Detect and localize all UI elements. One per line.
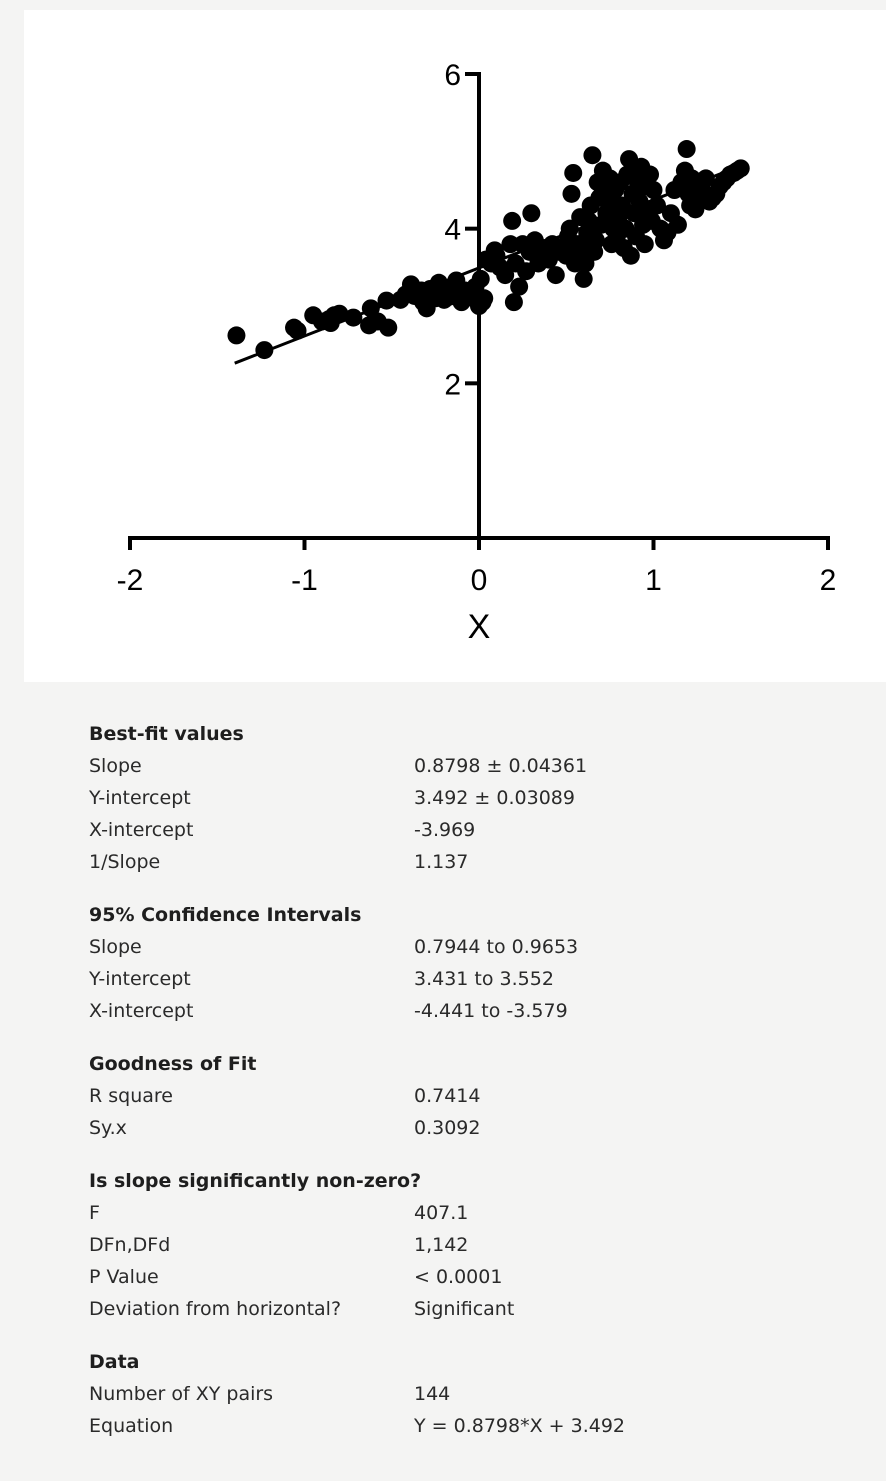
row-label: P Value — [89, 1266, 159, 1288]
results-row — [89, 1410, 849, 1442]
data-point — [583, 146, 601, 164]
results-section — [89, 1346, 849, 1442]
row-label: Deviation from horizontal? — [89, 1298, 342, 1320]
row-label: X-intercept — [89, 1000, 194, 1022]
row-label: 1/Slope — [89, 851, 161, 873]
row-value: 407.1 — [414, 1202, 469, 1224]
data-point — [575, 270, 593, 288]
data-point — [522, 204, 540, 222]
results-section — [89, 1165, 849, 1325]
data-point — [227, 326, 245, 344]
section-title: Best-fit values — [89, 723, 244, 745]
row-label: Y-intercept — [89, 787, 191, 809]
results-row — [89, 846, 849, 878]
row-value: 3.492 ± 0.03089 — [414, 787, 575, 809]
data-point — [678, 140, 696, 158]
y-tick-label: 6 — [444, 59, 461, 92]
data-point — [562, 185, 580, 203]
x-axis — [117, 538, 837, 597]
section-title: 95% Confidence Intervals — [89, 904, 362, 926]
results-row — [89, 814, 849, 846]
row-label: F — [89, 1202, 100, 1224]
results-row — [89, 1378, 849, 1410]
y-tick-label: 4 — [444, 213, 461, 247]
results-row — [89, 750, 849, 782]
data-point — [564, 164, 582, 182]
row-label: Slope — [89, 755, 142, 777]
row-value: 1,142 — [414, 1234, 469, 1256]
results-row — [89, 963, 849, 995]
row-label: Y-intercept — [89, 968, 191, 990]
data-point — [289, 322, 307, 340]
row-value: 1.137 — [414, 851, 469, 873]
x-tick-label: 0 — [470, 564, 488, 597]
row-label: R square — [89, 1085, 173, 1107]
row-value: 0.7944 to 0.9653 — [414, 936, 579, 958]
row-value: Y = 0.8798*X + 3.492 — [414, 1415, 625, 1437]
row-value: < 0.0001 — [414, 1266, 503, 1288]
data-point — [344, 309, 362, 327]
data-point — [510, 278, 528, 296]
row-label: X-intercept — [89, 819, 194, 841]
row-label: Equation — [89, 1415, 174, 1437]
row-value: 3.431 to 3.552 — [414, 968, 554, 990]
results-section — [89, 1048, 849, 1144]
row-value: 0.7414 — [414, 1085, 481, 1107]
data-point — [732, 159, 750, 177]
data-point — [669, 216, 687, 234]
data-point — [636, 235, 654, 253]
results-row — [89, 1293, 849, 1325]
results-row — [89, 1261, 849, 1293]
results-row — [89, 995, 849, 1027]
row-label: DFn,DFd — [89, 1234, 171, 1256]
data-point — [641, 166, 659, 184]
data-point — [472, 270, 490, 288]
results-row — [89, 1080, 849, 1112]
row-value: 0.3092 — [414, 1117, 481, 1139]
x-tick-label: -1 — [291, 564, 318, 597]
row-value: -3.969 — [414, 819, 476, 841]
x-tick-label: 2 — [819, 564, 837, 597]
data-points — [227, 140, 749, 359]
results-row — [89, 1197, 849, 1229]
chart-panel — [24, 10, 886, 682]
section-title: Data — [89, 1351, 140, 1373]
section-title: Goodness of Fit — [89, 1053, 257, 1075]
results-section — [89, 718, 849, 878]
data-point — [505, 293, 523, 311]
data-point — [587, 231, 605, 249]
scatter-plot — [24, 10, 886, 682]
x-tick-label: -2 — [116, 564, 144, 597]
x-axis-title: X — [467, 608, 491, 646]
row-label: Slope — [89, 936, 142, 958]
row-value: 0.8798 ± 0.04361 — [414, 755, 588, 777]
results-row — [89, 1229, 849, 1261]
results-row — [89, 931, 849, 963]
row-label: Number of XY pairs — [89, 1383, 274, 1405]
results-row — [89, 1112, 849, 1144]
results-section — [89, 899, 849, 1027]
results-row — [89, 782, 849, 814]
data-point — [645, 181, 663, 199]
row-value: 144 — [414, 1383, 451, 1405]
data-point — [255, 341, 273, 359]
row-label: Sy.x — [89, 1117, 127, 1139]
y-tick-label: 2 — [444, 368, 461, 402]
x-tick-label: 1 — [645, 564, 662, 597]
data-point — [503, 212, 521, 230]
data-point — [622, 247, 640, 265]
section-title: Is slope significantly non-zero? — [89, 1170, 422, 1192]
data-point — [547, 266, 565, 284]
row-value: Significant — [414, 1298, 515, 1320]
row-value: -4.441 to -3.579 — [414, 1000, 568, 1022]
regression-results — [89, 718, 849, 1463]
data-point — [379, 319, 397, 337]
data-point — [475, 289, 493, 307]
